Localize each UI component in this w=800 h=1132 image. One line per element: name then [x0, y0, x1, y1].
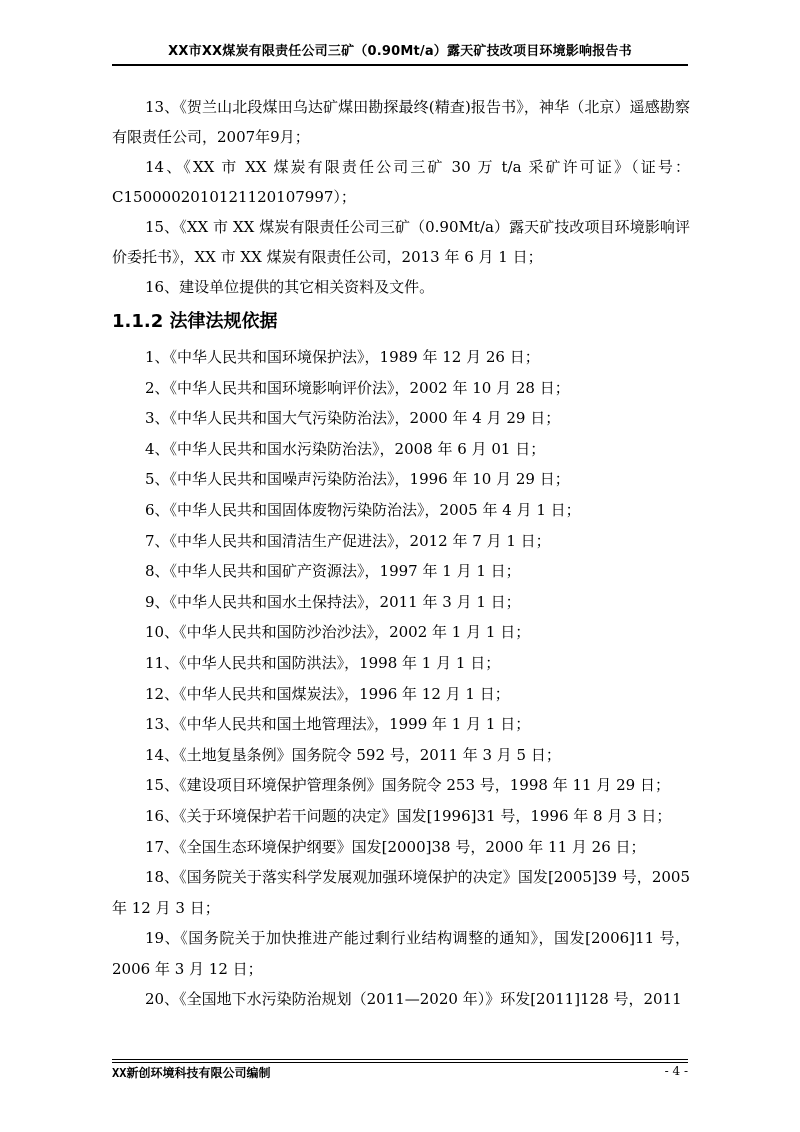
footer-divider-secondary — [112, 1062, 688, 1063]
footer-divider — [112, 1059, 688, 1060]
law-item: 14、《土地复垦条例》国务院令 592 号，2011 年 3 月 5 日； — [145, 745, 561, 764]
law-item: 5、《中华人民共和国噪声污染防治法》，1996 年 10 月 29 日； — [145, 470, 570, 489]
law-item: 8、《中华人民共和国矿产资源法》，1997 年 1 月 1 日； — [145, 562, 521, 581]
document-body — [112, 92, 690, 1015]
law-item: 10、《中华人民共和国防沙治沙法》，2002 年 1 月 1 日； — [145, 623, 531, 642]
law-item: 17、《全国生态环境保护纲要》国发[2000]38 号，2000 年 11 月 26 日； — [145, 837, 646, 856]
footer-company: XX新创环境科技有限公司编制 — [112, 1066, 271, 1080]
law-item: 19、《国务院关于加快推进产能过剩行业结构调整的通知》，国发[2006]11 号，2006 年 3 月 12 日； — [112, 929, 690, 978]
law-item: 15、《建设项目环境保护管理条例》国务院令 253 号，1998 年 11 月 29 日； — [145, 776, 670, 795]
law-item: 2、《中华人民共和国环境影响评价法》，2002 年 10 月 28 日； — [145, 378, 570, 397]
section-heading: 1.1.2 法律法规依据 — [112, 311, 278, 332]
law-item: 3、《中华人民共和国大气污染防治法》，2000 年 4 月 29 日； — [145, 409, 561, 428]
reference-item: 15、《XX 市 XX 煤炭有限责任公司三矿（0.90Mt/a）露天矿技改项目环境影响评价委托书》，XX 市 XX 煤炭有限责任公司，2013 年 6 月 1 日； — [112, 218, 690, 266]
header-divider — [112, 65, 688, 66]
law-item: 7、《中华人民共和国清洁生产促进法》，2012 年 7 月 1 日； — [145, 531, 551, 550]
law-item: 6、《中华人民共和国固体废物污染防治法》，2005 年 4 月 1 日； — [145, 500, 581, 519]
law-item: 4、《中华人民共和国水污染防治法》，2008 年 6 月 01 日； — [145, 439, 546, 458]
reference-item: 13、《贺兰山北段煤田乌达矿煤田勘探最终(精查)报告书》，神华（北京）遥感勘察有限责任公司，2007年9月； — [112, 98, 690, 146]
page-number: - 4 - — [664, 1064, 688, 1078]
page-header — [112, 40, 688, 65]
law-item: 16、《关于环境保护若干问题的决定》国发[1996]31 号，1996 年 8 月 3 日； — [145, 806, 672, 825]
reference-item: 16、建设单位提供的其它相关资料及文件。 — [145, 278, 435, 296]
law-item: 20、《全国地下水污染防治规划（2011—2020 年）》环发[2011]128 号，2011 — [145, 990, 682, 1009]
law-item: 9、《中华人民共和国水土保持法》，2011 年 3 月 1 日； — [145, 592, 521, 611]
header-title: XX市XX煤炭有限责任公司三矿（0.90Mt/a）露天矿技改项目环境影响报告书 — [168, 44, 632, 59]
law-item: 12、《中华人民共和国煤炭法》，1996 年 12 月 1 日； — [145, 684, 510, 703]
law-item: 1、《中华人民共和国环境保护法》，1989 年 12 月 26 日； — [145, 348, 540, 366]
law-item: 11、《中华人民共和国防洪法》，1998 年 1 月 1 日； — [145, 653, 501, 672]
reference-item: 14、《XX 市 XX 煤炭有限责任公司三矿 30 万 t/a 采矿许可证》（证号：C1500002010121120107997）； — [112, 158, 690, 206]
law-item: 18、《国务院关于落实科学发展观加强环境保护的决定》国发[2005]39 号，2005 年 12 月 3 日； — [112, 868, 690, 917]
law-item: 13、《中华人民共和国土地管理法》，1999 年 1 月 1 日； — [145, 715, 531, 734]
